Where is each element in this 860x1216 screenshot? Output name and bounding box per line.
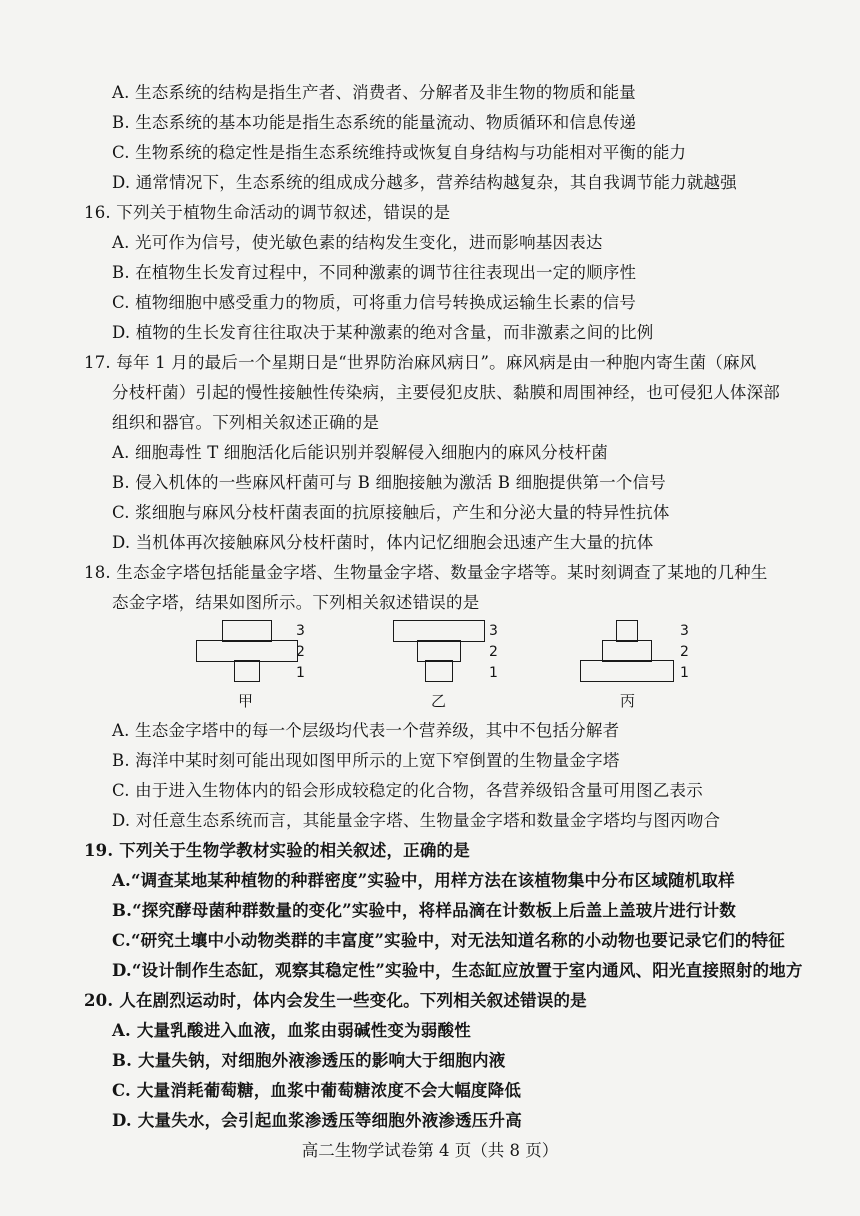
text-line: A. 生态系统的结构是指生产者、消费者、分解者及非生物的物质和能量 <box>112 83 637 102</box>
text-line: A. 光可作为信号，使光敏色素的结构发生变化，进而影响基因表达 <box>112 233 603 252</box>
pyramid-jia-label-2: 2 <box>296 644 305 660</box>
pyramid-bing-label-2: 2 <box>680 644 689 660</box>
pyramid-jia-label-3: 3 <box>296 623 305 639</box>
pyramid-yi <box>393 620 513 710</box>
pyramid-yi-level-3 <box>393 620 485 642</box>
text-line: 16. 下列关于植物生命活动的调节叙述，错误的是 <box>84 203 451 222</box>
text-line: C. 生物系统的稳定性是指生态系统维持或恢复自身结构与功能相对平衡的能力 <box>112 143 687 162</box>
text-line: C. 由于进入生物体内的铅会形成较稳定的化合物，各营养级铅含量可用图乙表示 <box>112 781 703 800</box>
pyramid-jia-label-1: 1 <box>296 665 305 681</box>
text-line: D. 对任意生态系统而言，其能量金字塔、生物量金字塔和数量金字塔均与图丙吻合 <box>112 811 721 830</box>
pyramid-yi-level-1 <box>425 660 453 682</box>
pyramid-yi-level-2 <box>417 640 461 662</box>
text-line: D. 当机体再次接触麻风分枝杆菌时，体内记忆细胞会迅速产生大量的抗体 <box>112 533 654 552</box>
pyramid-jia-caption: 甲 <box>238 692 254 710</box>
pyramid-bing-caption: 丙 <box>620 692 636 710</box>
text-line: B. 生态系统的基本功能是指生态系统的能量流动、物质循环和信息传递 <box>112 113 637 132</box>
pyramid-bing-level-3 <box>616 620 638 642</box>
text-line: D. 植物的生长发育往往取决于某种激素的绝对含量，而非激素之间的比例 <box>112 323 654 342</box>
text-line: C. 大量消耗葡萄糖，血浆中葡萄糖浓度不会大幅度降低 <box>112 1081 522 1100</box>
text-line: 18. 生态金字塔包括能量金字塔、生物量金字塔、数量金字塔等。某时刻调查了某地的几种生 <box>84 563 768 582</box>
text-line: A. 大量乳酸进入血液，血浆由弱碱性变为弱酸性 <box>112 1021 471 1040</box>
pyramid-bing-level-1 <box>580 660 674 682</box>
text-line: C. 植物细胞中感受重力的物质，可将重力信号转换成运输生长素的信号 <box>112 293 637 312</box>
text-line: A. 生态金字塔中的每一个层级均代表一个营养级，其中不包括分解者 <box>112 721 620 740</box>
text-line: B. 海洋中某时刻可能出现如图甲所示的上宽下窄倒置的生物量金字塔 <box>112 751 620 770</box>
text-line: B. 大量失钠，对细胞外液渗透压的影响大于细胞内液 <box>112 1051 506 1070</box>
pyramid-bing-label-1: 1 <box>680 665 689 681</box>
pyramid-bing-label-3: 3 <box>680 623 689 639</box>
text-line: B. 在植物生长发育过程中，不同种激素的调节往往表现出一定的顺序性 <box>112 263 637 282</box>
text-line: D. 通常情况下，生态系统的组成成分越多，营养结构越复杂，其自我调节能力就越强 <box>112 173 737 192</box>
pyramid-yi-label-1: 1 <box>489 665 498 681</box>
text-line: C. 浆细胞与麻风分枝杆菌表面的抗原接触后，产生和分泌大量的特异性抗体 <box>112 503 670 522</box>
text-line: 17. 每年 1 月的最后一个星期日是“世界防治麻风病日”。麻风病是由一种胞内寄生菌（麻风 <box>84 353 757 372</box>
pyramid-jia-level-1 <box>234 660 260 682</box>
text-line: 分枝杆菌）引起的慢性接触性传染病，主要侵犯皮肤、黏膜和周围神经，也可侵犯人体深部 <box>112 383 780 402</box>
page-footer: 高二生物学试卷第 4 页（共 8 页） <box>301 1141 559 1160</box>
pyramid-yi-label-2: 2 <box>489 644 498 660</box>
text-line: B. 侵入机体的一些麻风杆菌可与 B 细胞接触为激活 B 细胞提供第一个信号 <box>112 473 666 492</box>
text-line: 20. 人在剧烈运动时，体内会发生一些变化。下列相关叙述错误的是 <box>84 991 587 1010</box>
text-line: 组织和器官。下列相关叙述正确的是 <box>112 413 380 432</box>
pyramid-jia <box>196 620 316 710</box>
text-line: 19. 下列关于生物学教材实验的相关叙述，正确的是 <box>84 841 470 860</box>
text-line: B.“探究酵母菌种群数量的变化”实验中，将样品滴在计数板上后盖上盖玻片进行计数 <box>112 901 736 920</box>
text-line: D.“设计制作生态缸，观察其稳定性”实验中，生态缸应放置于室内通风、阳光直接照射的地方 <box>112 961 803 980</box>
pyramid-jia-level-3 <box>222 620 272 642</box>
pyramid-jia-level-2 <box>196 640 298 662</box>
text-line: C.“研究土壤中小动物类群的丰富度”实验中，对无法知道名称的小动物也要记录它们的特征 <box>112 931 785 950</box>
pyramid-bing-level-2 <box>602 640 652 662</box>
text-line: A. 细胞毒性 T 细胞活化后能识别并裂解侵入细胞内的麻风分枝杆菌 <box>112 443 609 462</box>
text-line: D. 大量失水，会引起血浆渗透压等细胞外液渗透压升高 <box>112 1111 522 1130</box>
text-line: 态金字塔，结果如图所示。下列相关叙述错误的是 <box>112 593 480 612</box>
pyramid-bing <box>580 620 710 710</box>
pyramid-yi-label-3: 3 <box>489 623 498 639</box>
pyramid-yi-caption: 乙 <box>431 692 447 710</box>
text-line: A.“调查某地某种植物的种群密度”实验中，用样方法在该植物集中分布区域随机取样 <box>112 871 735 890</box>
